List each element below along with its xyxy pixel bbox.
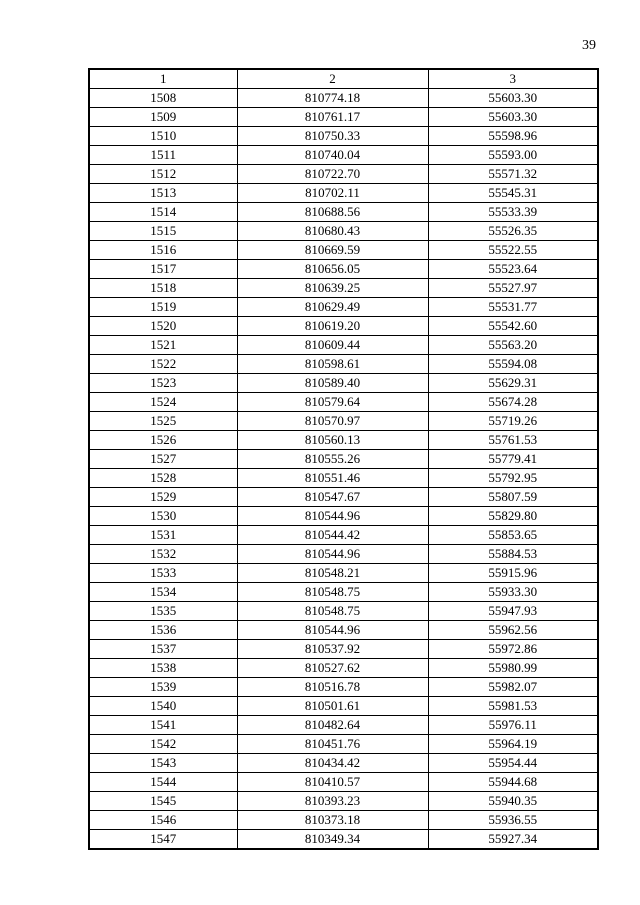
table-cell: 55964.19 bbox=[428, 735, 598, 754]
table-cell: 1515 bbox=[89, 222, 237, 241]
table-row bbox=[89, 507, 598, 526]
table-cell: 1524 bbox=[89, 393, 237, 412]
page-number: 39 bbox=[582, 38, 596, 53]
table-row bbox=[89, 241, 598, 260]
table-cell: 55761.53 bbox=[428, 431, 598, 450]
table-cell: 810547.67 bbox=[237, 488, 428, 507]
table-row bbox=[89, 545, 598, 564]
table-cell: 55915.96 bbox=[428, 564, 598, 583]
table-cell: 810551.46 bbox=[237, 469, 428, 488]
table-cell: 55972.86 bbox=[428, 640, 598, 659]
table-cell: 810579.64 bbox=[237, 393, 428, 412]
table-cell: 55719.26 bbox=[428, 412, 598, 431]
table-cell: 55976.11 bbox=[428, 716, 598, 735]
table-row bbox=[89, 830, 598, 850]
table-header bbox=[89, 69, 598, 89]
table-cell: 1511 bbox=[89, 146, 237, 165]
table-cell: 1538 bbox=[89, 659, 237, 678]
header-row bbox=[89, 69, 598, 89]
table-cell: 810555.26 bbox=[237, 450, 428, 469]
table-cell: 1513 bbox=[89, 184, 237, 203]
table-cell: 1519 bbox=[89, 298, 237, 317]
table-cell: 810544.42 bbox=[237, 526, 428, 545]
table-cell: 55629.31 bbox=[428, 374, 598, 393]
table-cell: 55593.00 bbox=[428, 146, 598, 165]
table-cell: 55542.60 bbox=[428, 317, 598, 336]
table-cell: 810501.61 bbox=[237, 697, 428, 716]
table-cell: 55829.80 bbox=[428, 507, 598, 526]
table-cell: 810434.42 bbox=[237, 754, 428, 773]
table-row bbox=[89, 792, 598, 811]
table-cell: 55563.20 bbox=[428, 336, 598, 355]
table-cell: 1526 bbox=[89, 431, 237, 450]
table-cell: 810548.21 bbox=[237, 564, 428, 583]
table-cell: 55603.30 bbox=[428, 108, 598, 127]
table-row bbox=[89, 184, 598, 203]
table-row bbox=[89, 583, 598, 602]
table-cell: 55962.56 bbox=[428, 621, 598, 640]
table-row bbox=[89, 431, 598, 450]
table-cell: 55545.31 bbox=[428, 184, 598, 203]
table-row bbox=[89, 89, 598, 108]
table-row bbox=[89, 127, 598, 146]
table-cell: 810482.64 bbox=[237, 716, 428, 735]
table-cell: 810740.04 bbox=[237, 146, 428, 165]
table-cell: 810656.05 bbox=[237, 260, 428, 279]
table-cell: 1527 bbox=[89, 450, 237, 469]
table-cell: 1520 bbox=[89, 317, 237, 336]
table-cell: 55982.07 bbox=[428, 678, 598, 697]
table-cell: 1509 bbox=[89, 108, 237, 127]
table-cell: 1512 bbox=[89, 165, 237, 184]
table-row bbox=[89, 735, 598, 754]
table-row bbox=[89, 469, 598, 488]
table-cell: 55603.30 bbox=[428, 89, 598, 108]
table-row bbox=[89, 564, 598, 583]
table-cell: 1543 bbox=[89, 754, 237, 773]
table-cell: 55779.41 bbox=[428, 450, 598, 469]
table-cell: 1521 bbox=[89, 336, 237, 355]
table-row bbox=[89, 165, 598, 184]
table-cell: 1536 bbox=[89, 621, 237, 640]
table-cell: 1518 bbox=[89, 279, 237, 298]
table-cell: 55598.96 bbox=[428, 127, 598, 146]
table-cell: 810560.13 bbox=[237, 431, 428, 450]
table-cell: 1523 bbox=[89, 374, 237, 393]
table-row bbox=[89, 659, 598, 678]
table-cell: 55936.55 bbox=[428, 811, 598, 830]
table-cell: 810702.11 bbox=[237, 184, 428, 203]
table-cell: 55526.35 bbox=[428, 222, 598, 241]
table-cell: 810722.70 bbox=[237, 165, 428, 184]
table-cell: 1531 bbox=[89, 526, 237, 545]
table-cell: 55523.64 bbox=[428, 260, 598, 279]
table-row bbox=[89, 640, 598, 659]
table-cell: 810451.76 bbox=[237, 735, 428, 754]
table-cell: 810393.23 bbox=[237, 792, 428, 811]
table-cell: 810619.20 bbox=[237, 317, 428, 336]
table-row bbox=[89, 412, 598, 431]
table-cell: 810680.43 bbox=[237, 222, 428, 241]
table-cell: 810639.25 bbox=[237, 279, 428, 298]
table-cell: 810774.18 bbox=[237, 89, 428, 108]
table-cell: 1545 bbox=[89, 792, 237, 811]
table-row bbox=[89, 602, 598, 621]
table-cell: 810629.49 bbox=[237, 298, 428, 317]
table-cell: 1546 bbox=[89, 811, 237, 830]
column-header-1: 1 bbox=[89, 69, 237, 89]
table-cell: 1547 bbox=[89, 830, 237, 850]
table-row bbox=[89, 336, 598, 355]
table-row bbox=[89, 678, 598, 697]
table-cell: 810688.56 bbox=[237, 203, 428, 222]
table-cell: 55944.68 bbox=[428, 773, 598, 792]
table-cell: 1516 bbox=[89, 241, 237, 260]
table-cell: 1533 bbox=[89, 564, 237, 583]
table-cell: 1540 bbox=[89, 697, 237, 716]
table-cell: 810669.59 bbox=[237, 241, 428, 260]
table-row bbox=[89, 146, 598, 165]
table-cell: 1537 bbox=[89, 640, 237, 659]
table-row bbox=[89, 279, 598, 298]
table-cell: 810544.96 bbox=[237, 507, 428, 526]
table-cell: 810544.96 bbox=[237, 621, 428, 640]
table-cell: 1508 bbox=[89, 89, 237, 108]
table-cell: 55927.34 bbox=[428, 830, 598, 850]
table-row bbox=[89, 697, 598, 716]
table-row bbox=[89, 450, 598, 469]
table-row bbox=[89, 108, 598, 127]
table-cell: 810537.92 bbox=[237, 640, 428, 659]
table-cell: 810609.44 bbox=[237, 336, 428, 355]
table-cell: 1510 bbox=[89, 127, 237, 146]
table-row bbox=[89, 773, 598, 792]
table-cell: 810527.62 bbox=[237, 659, 428, 678]
table-cell: 55947.93 bbox=[428, 602, 598, 621]
table-cell: 1539 bbox=[89, 678, 237, 697]
table-row bbox=[89, 374, 598, 393]
table-cell: 55807.59 bbox=[428, 488, 598, 507]
table-cell: 810761.17 bbox=[237, 108, 428, 127]
table-cell: 810516.78 bbox=[237, 678, 428, 697]
table-cell: 810598.61 bbox=[237, 355, 428, 374]
table-cell: 1517 bbox=[89, 260, 237, 279]
table-cell: 1535 bbox=[89, 602, 237, 621]
table-cell: 55594.08 bbox=[428, 355, 598, 374]
table-cell: 55981.53 bbox=[428, 697, 598, 716]
table-cell: 810570.97 bbox=[237, 412, 428, 431]
table-cell: 1522 bbox=[89, 355, 237, 374]
table-cell: 810373.18 bbox=[237, 811, 428, 830]
table-row bbox=[89, 526, 598, 545]
table-cell: 1542 bbox=[89, 735, 237, 754]
table-row bbox=[89, 317, 598, 336]
table-cell: 55853.65 bbox=[428, 526, 598, 545]
table-row bbox=[89, 222, 598, 241]
table-row bbox=[89, 203, 598, 222]
coordinates-table bbox=[88, 68, 599, 850]
table-row bbox=[89, 811, 598, 830]
table-cell: 55940.35 bbox=[428, 792, 598, 811]
table-cell: 55531.77 bbox=[428, 298, 598, 317]
table-cell: 1530 bbox=[89, 507, 237, 526]
column-header-2: 2 bbox=[237, 69, 428, 89]
table-cell: 1529 bbox=[89, 488, 237, 507]
table-cell: 1544 bbox=[89, 773, 237, 792]
table-cell: 1534 bbox=[89, 583, 237, 602]
table-row bbox=[89, 716, 598, 735]
table-cell: 55933.30 bbox=[428, 583, 598, 602]
table-cell: 55533.39 bbox=[428, 203, 598, 222]
table-cell: 55527.97 bbox=[428, 279, 598, 298]
table-cell: 810349.34 bbox=[237, 830, 428, 850]
table-cell: 810410.57 bbox=[237, 773, 428, 792]
table-row bbox=[89, 754, 598, 773]
table-cell: 55980.99 bbox=[428, 659, 598, 678]
table-cell: 55954.44 bbox=[428, 754, 598, 773]
table-cell: 810589.40 bbox=[237, 374, 428, 393]
table-cell: 810548.75 bbox=[237, 602, 428, 621]
table-cell: 810750.33 bbox=[237, 127, 428, 146]
table-cell: 1532 bbox=[89, 545, 237, 564]
table-cell: 1541 bbox=[89, 716, 237, 735]
table-cell: 55674.28 bbox=[428, 393, 598, 412]
table-row bbox=[89, 260, 598, 279]
column-header-3: 3 bbox=[428, 69, 598, 89]
table-cell: 810548.75 bbox=[237, 583, 428, 602]
table-cell: 55571.32 bbox=[428, 165, 598, 184]
table-row bbox=[89, 355, 598, 374]
table-cell: 55884.53 bbox=[428, 545, 598, 564]
table-cell: 55522.55 bbox=[428, 241, 598, 260]
table-cell: 1525 bbox=[89, 412, 237, 431]
table-body bbox=[89, 89, 598, 850]
table-row bbox=[89, 298, 598, 317]
table-row bbox=[89, 621, 598, 640]
table-cell: 55792.95 bbox=[428, 469, 598, 488]
table-row bbox=[89, 393, 598, 412]
table-row bbox=[89, 488, 598, 507]
table-cell: 810544.96 bbox=[237, 545, 428, 564]
table-cell: 1528 bbox=[89, 469, 237, 488]
table-cell: 1514 bbox=[89, 203, 237, 222]
